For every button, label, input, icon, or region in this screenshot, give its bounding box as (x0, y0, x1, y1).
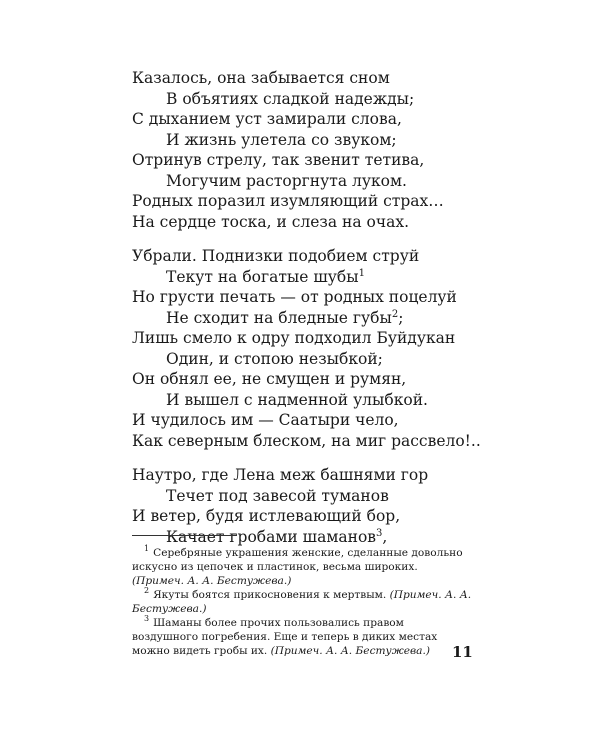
poem-line-text: Текут на богатые шубы (166, 267, 359, 286)
poem-line-text: И жизнь улетела со звуком; (166, 130, 397, 149)
poem-line-text: Течет под завесой туманов (166, 486, 389, 505)
poem-line (132, 287, 492, 308)
poem-line (132, 308, 492, 329)
poem-line-text: Могучим расторгнута луком. (166, 171, 407, 190)
footnote-attribution: (Примеч. А. А. Бестужева.) (132, 575, 292, 587)
poem-line-text: И ветер, будя истлевающий бор, (132, 507, 401, 525)
poem-line-punctuation: , (382, 527, 388, 546)
poem-line-text: На сердце тоска, и слеза на очах. (132, 212, 410, 231)
poem-line (132, 328, 492, 349)
poem-line-text: В объятиях сладкой надежды; (166, 89, 415, 108)
poem-line (132, 431, 492, 452)
footnote-reference: 1 (358, 267, 365, 279)
footnote-mark: 2 (144, 586, 150, 596)
footnote-separator (132, 535, 237, 536)
poem-line-text: Но грусти печать — от родных поцелуй (132, 288, 457, 306)
poem-line (132, 465, 492, 486)
poem-line (132, 171, 492, 192)
poem-line (132, 267, 492, 288)
footnote-mark: 1 (144, 544, 150, 554)
poem-line (132, 486, 492, 507)
poem-line (132, 390, 492, 411)
poem-line (132, 109, 492, 130)
poem-text (132, 68, 492, 561)
page-number: 11 (452, 643, 473, 661)
poem-line (132, 68, 492, 89)
poem-line (132, 410, 492, 431)
stanza (132, 68, 492, 232)
footnote (132, 616, 472, 658)
poem-line (132, 527, 492, 548)
poem-line-text: Наутро, где Лена меж башнями гор (132, 466, 429, 484)
poem-line-text: Отринув стрелу, так звенит тетива, (132, 151, 425, 169)
poem-line (132, 130, 492, 151)
footnote-text: Серебряные украшения женские, сделанные довольно искусно из цепочек и пластинок, весьма широких. (132, 547, 463, 573)
footnote (132, 588, 472, 616)
poem-line-text: Убрали. Поднизки подобием струй (132, 247, 420, 265)
poem-line (132, 506, 492, 527)
poem-line-text: Как северным блеском, на миг рассвело!.. (132, 431, 481, 450)
footnote-attribution: (Примеч. А. А. Бестужева.) (132, 589, 472, 615)
poem-line (132, 191, 492, 212)
footnote (132, 546, 472, 588)
poem-line (132, 150, 492, 171)
poem-line-text: Казалось, она забывается сном (132, 69, 390, 87)
poem-line-text: И чудилось им — Саатыри чело, (132, 411, 399, 429)
poem-line-text: Лишь смело к одру подходил Буйдукан (132, 329, 456, 347)
footnote-text: Якуты боятся прикосновения к мертвым. (153, 589, 387, 601)
poem-line-text: И вышел с надменной улыбкой. (166, 390, 428, 409)
poem-line (132, 212, 492, 233)
poem-line-text: Родных поразил изумляющий страх… (132, 192, 444, 210)
footnote-text: Шаманы более прочих пользовались правом воздушного погребения. Еще и теперь в диких местах можно видеть гробы их. (132, 617, 438, 657)
poem-line-punctuation: ; (398, 308, 404, 327)
footnote-mark: 3 (144, 614, 150, 624)
poem-line-text: Не сходит на бледные губы (166, 308, 392, 327)
poem-line-text: Один, и стопою незыбкой; (166, 349, 383, 368)
poem-line-text: Качает гробами шаманов (166, 527, 376, 546)
poem-line (132, 349, 492, 370)
footnote-attribution: (Примеч. А. А. Бестужева.) (270, 645, 430, 657)
footnote-reference: 2 (391, 308, 399, 320)
poem-line (132, 89, 492, 110)
poem-line (132, 246, 492, 267)
poem-line (132, 369, 492, 390)
footnotes (132, 546, 472, 658)
poem-line-text: Он обнял ее, не смущен и румян, (132, 370, 407, 388)
poem-line-text: С дыханием уст замирали слова, (132, 110, 402, 128)
footnote-reference: 3 (376, 527, 383, 539)
stanza (132, 246, 492, 451)
